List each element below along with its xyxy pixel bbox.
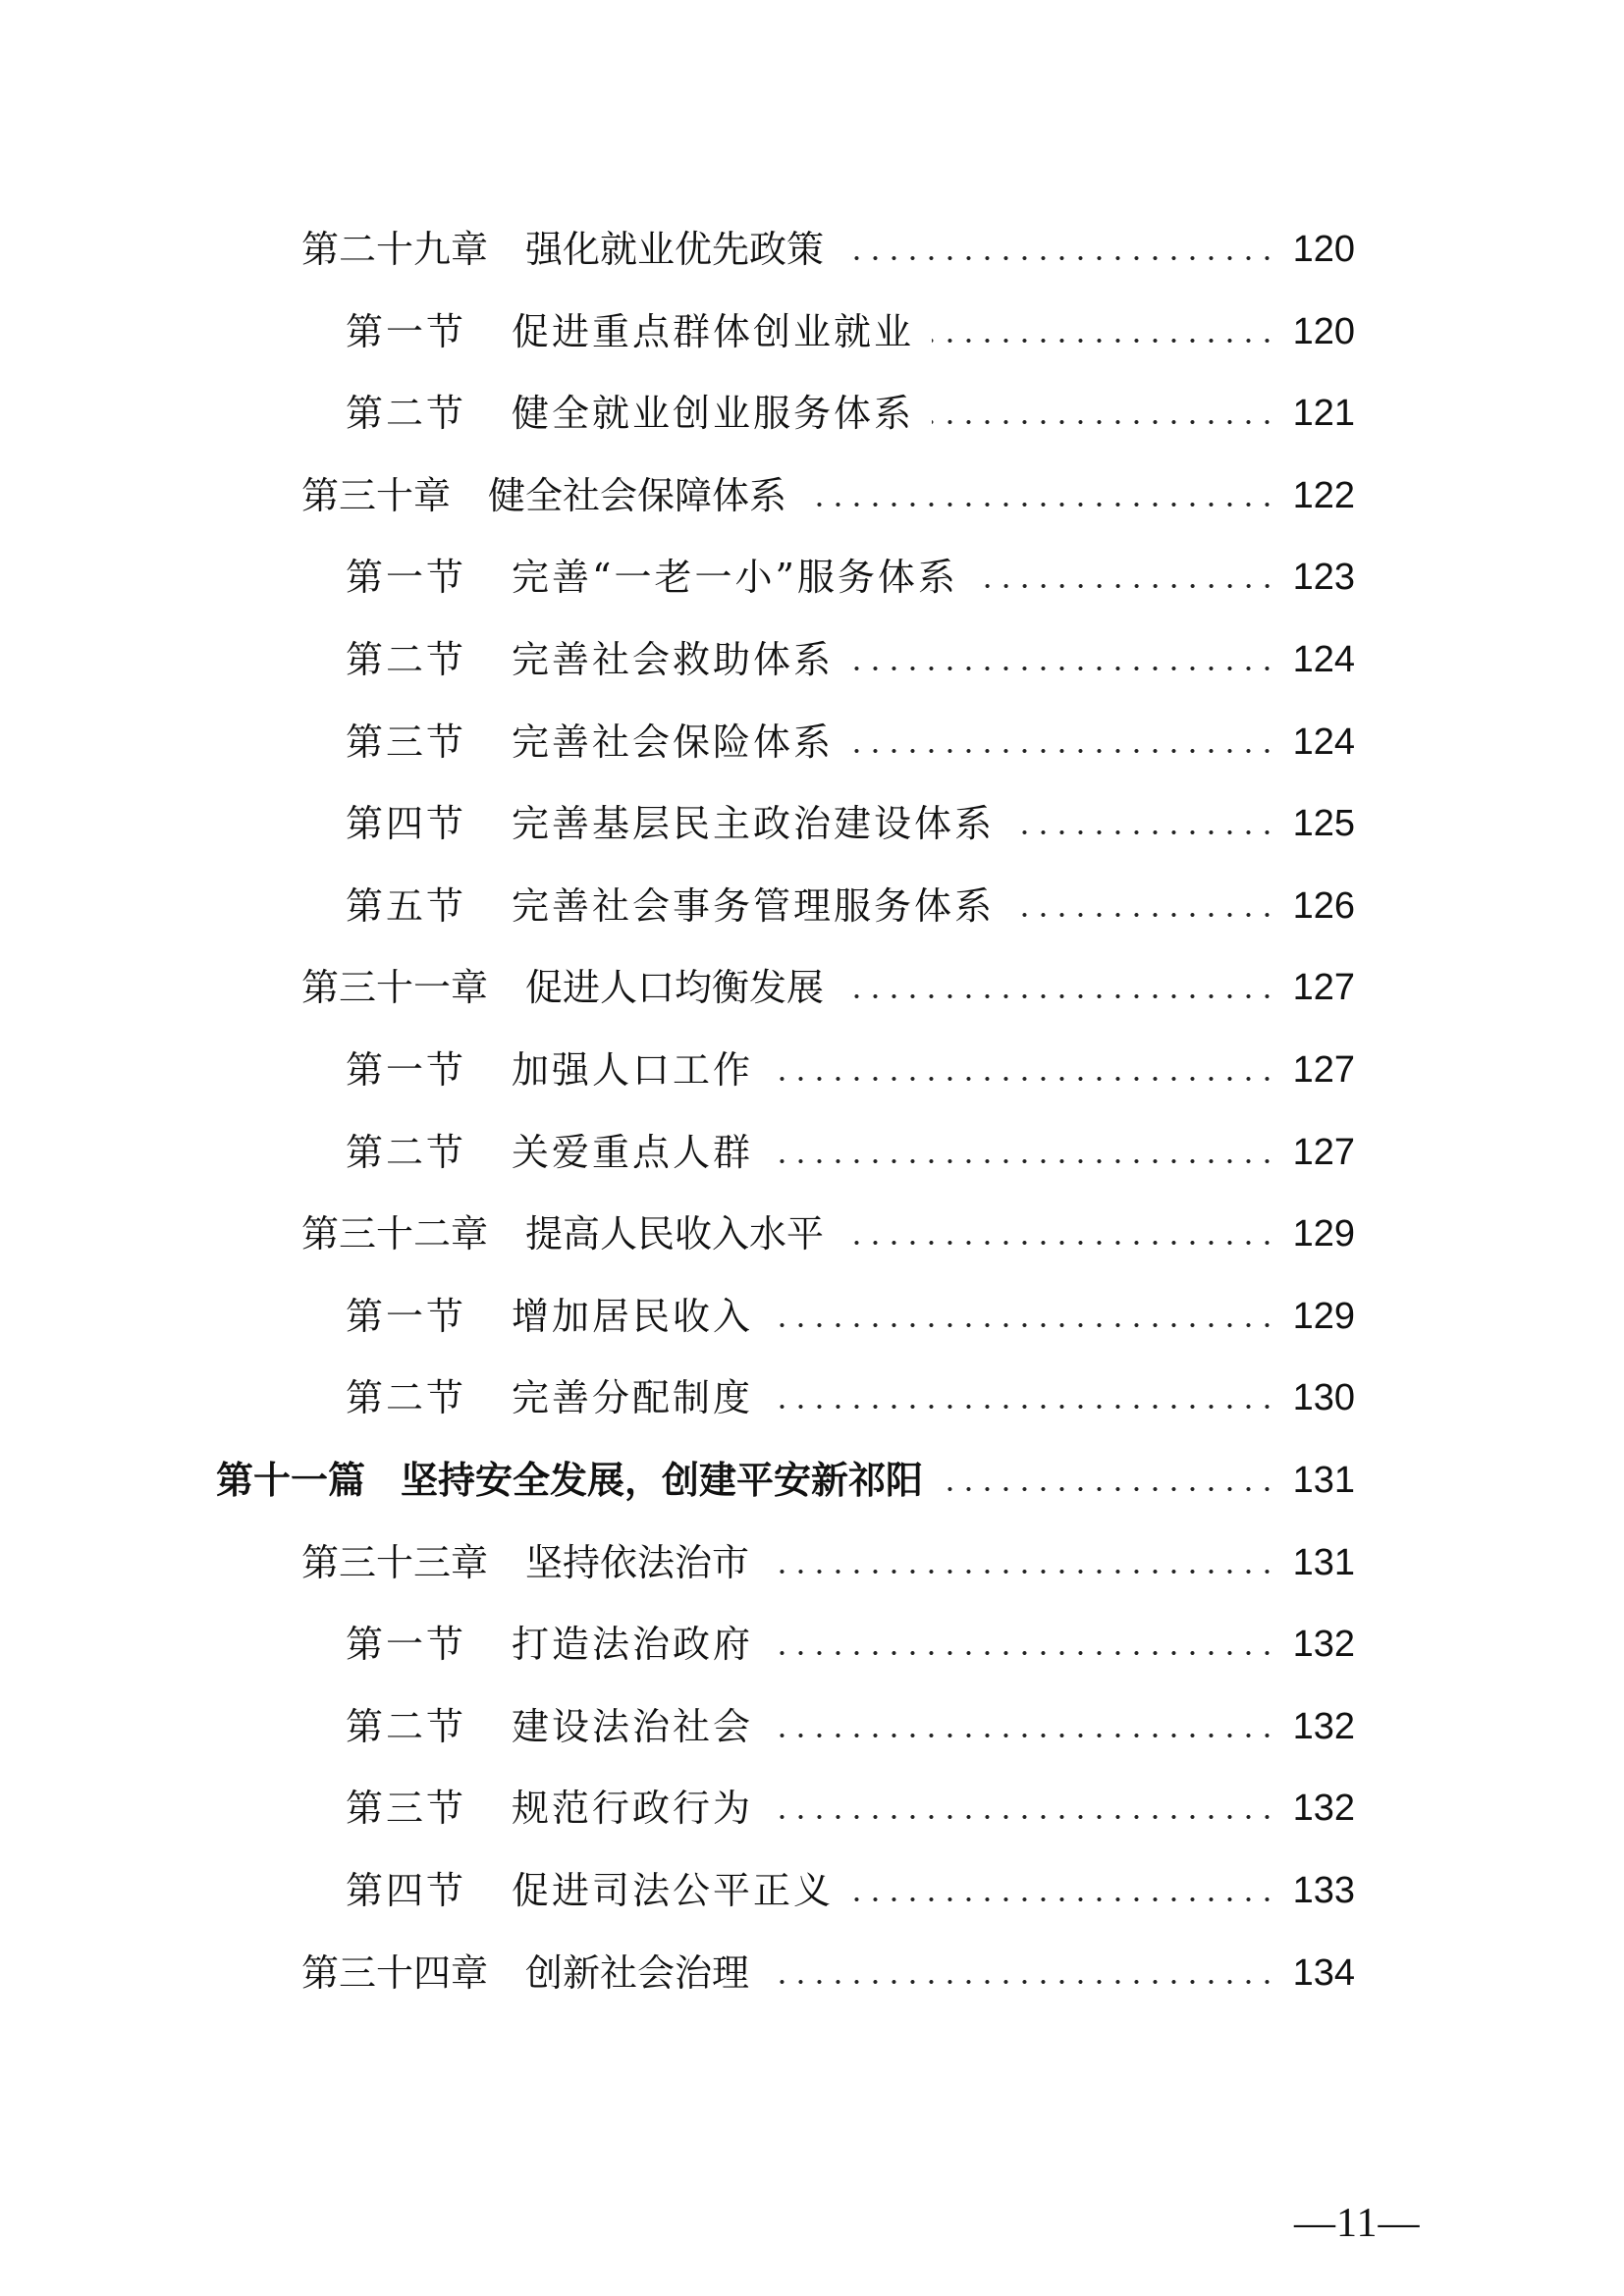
toc-entry-number: 第三十二章 bbox=[301, 1212, 489, 1255]
toc-entry-page: 129 bbox=[1292, 1296, 1355, 1337]
toc-entry-title: 完善社会救助体系 bbox=[512, 638, 835, 681]
dot-leader bbox=[851, 666, 1276, 671]
toc-section-entry[interactable] bbox=[346, 1861, 1355, 1920]
toc-entry-title: 强化就业优先政策 bbox=[525, 228, 825, 271]
toc-entry-title: 健全就业创业服务体系 bbox=[512, 392, 915, 435]
dot-leader bbox=[932, 338, 1276, 344]
dot-leader bbox=[771, 1404, 1276, 1410]
toc-entry-title: 建设法治社会 bbox=[512, 1705, 754, 1748]
toc-entry-title: 促进人口均衡发展 bbox=[525, 966, 825, 1009]
toc-entry-title: 提高人民收入水平 bbox=[525, 1212, 825, 1255]
toc-entry-title: 创新社会治理 bbox=[525, 1951, 750, 1995]
dot-leader bbox=[771, 1733, 1276, 1738]
toc-section-entry[interactable] bbox=[346, 548, 1355, 607]
toc-entry-page: 132 bbox=[1292, 1706, 1355, 1747]
dot-leader bbox=[941, 1486, 1276, 1492]
dot-leader bbox=[771, 1322, 1276, 1328]
toc-entry-page: 131 bbox=[1292, 1542, 1355, 1583]
toc-entry-number: 第三十三章 bbox=[301, 1541, 489, 1584]
toc-entry-page: 127 bbox=[1292, 1132, 1355, 1173]
toc-section-entry[interactable] bbox=[346, 1697, 1355, 1756]
toc-entry-page: 122 bbox=[1292, 475, 1355, 516]
dot-leader bbox=[767, 1569, 1276, 1575]
toc-entry-page: 134 bbox=[1292, 1952, 1355, 1994]
dot-leader bbox=[767, 1979, 1276, 1985]
toc-entry-number: 第二节 bbox=[346, 1131, 467, 1174]
toc-entry-title: 促进重点群体创业就业 bbox=[512, 310, 915, 353]
toc-chapter-entry[interactable] bbox=[301, 1533, 1355, 1592]
toc-entry-title: 健全社会保障体系 bbox=[488, 474, 787, 517]
toc-chapter-entry[interactable] bbox=[301, 1944, 1355, 2002]
toc-section-entry[interactable] bbox=[346, 794, 1355, 853]
dot-leader bbox=[804, 502, 1276, 507]
toc-section-entry[interactable] bbox=[346, 1615, 1355, 1674]
dot-leader bbox=[771, 1076, 1276, 1082]
dot-leader bbox=[841, 993, 1276, 999]
dot-leader bbox=[771, 1814, 1276, 1820]
toc-section-entry[interactable] bbox=[346, 1123, 1355, 1182]
toc-section-entry[interactable] bbox=[346, 384, 1355, 443]
toc-entry-page: 130 bbox=[1292, 1377, 1355, 1418]
toc-entry-number: 第二十九章 bbox=[301, 228, 489, 271]
dot-leader bbox=[1012, 829, 1276, 835]
toc-entry-page: 121 bbox=[1292, 393, 1355, 434]
toc-entry-page: 120 bbox=[1292, 229, 1355, 270]
toc-entry-page: 133 bbox=[1292, 1870, 1355, 1911]
toc-entry-number: 第二节 bbox=[346, 638, 467, 681]
toc-entry-number: 第三节 bbox=[346, 721, 467, 764]
toc-section-entry[interactable] bbox=[346, 630, 1355, 689]
toc-entry-number: 第二节 bbox=[346, 392, 467, 435]
toc-entry-number: 第五节 bbox=[346, 884, 467, 928]
toc-entry-title: 完善社会保险体系 bbox=[512, 721, 835, 764]
dot-leader bbox=[841, 1240, 1276, 1246]
toc-entry-page: 127 bbox=[1292, 1049, 1355, 1091]
toc-entry-page: 132 bbox=[1292, 1788, 1355, 1829]
toc-entry-title: 完善社会事务管理服务体系 bbox=[512, 884, 996, 928]
toc-entry-number: 第四节 bbox=[346, 1869, 467, 1912]
toc-chapter-entry[interactable] bbox=[301, 220, 1355, 279]
toc-entry-number: 第一节 bbox=[346, 1623, 467, 1666]
toc-entry-title: 完善基层民主政治建设体系 bbox=[512, 802, 996, 845]
toc-part-entry[interactable] bbox=[216, 1451, 1355, 1510]
dot-leader bbox=[841, 255, 1276, 261]
dot-leader bbox=[851, 748, 1276, 754]
toc-entry-title: 完善分配制度 bbox=[512, 1376, 754, 1419]
toc-entry-page: 125 bbox=[1292, 803, 1355, 844]
toc-entry-title: 关爱重点人群 bbox=[512, 1131, 754, 1174]
dot-leader bbox=[771, 1158, 1276, 1164]
toc-entry-number: 第一节 bbox=[346, 310, 467, 353]
toc-entry-number: 第二节 bbox=[346, 1376, 467, 1419]
toc-entry-title: 促进司法公平正义 bbox=[512, 1869, 835, 1912]
toc-chapter-entry[interactable] bbox=[301, 1204, 1355, 1263]
toc-entry-title: 打造法治政府 bbox=[512, 1623, 754, 1666]
toc-section-entry[interactable] bbox=[346, 1041, 1355, 1099]
toc-entry-page: 120 bbox=[1292, 311, 1355, 352]
toc-entry-number: 第三十四章 bbox=[301, 1951, 489, 1995]
toc-entry-number: 第一节 bbox=[346, 1295, 467, 1338]
toc-chapter-entry[interactable] bbox=[301, 466, 1355, 525]
toc-section-entry[interactable] bbox=[346, 1779, 1355, 1838]
toc-entry-page: 129 bbox=[1292, 1213, 1355, 1255]
toc-section-entry[interactable] bbox=[346, 713, 1355, 772]
toc-entry-title: 坚持依法治市 bbox=[525, 1541, 750, 1584]
toc-entry-number: 第三十章 bbox=[301, 474, 452, 517]
dot-leader bbox=[932, 419, 1276, 425]
toc-entry-page: 124 bbox=[1292, 639, 1355, 680]
toc-entry-title: 坚持安全发展，创建平安新祁阳 bbox=[401, 1458, 924, 1502]
toc-entry-title: 规范行政行为 bbox=[512, 1787, 754, 1830]
toc-entry-title: 完善“一老一小”服务体系 bbox=[512, 556, 958, 599]
toc-entry-page: 132 bbox=[1292, 1624, 1355, 1665]
toc-section-entry[interactable] bbox=[346, 1287, 1355, 1346]
toc-entry-number: 第三十一章 bbox=[301, 966, 489, 1009]
dot-leader bbox=[771, 1650, 1276, 1656]
toc-entry-title: 增加居民收入 bbox=[512, 1295, 754, 1338]
toc-entry-page: 124 bbox=[1292, 721, 1355, 763]
toc-entry-page: 127 bbox=[1292, 967, 1355, 1008]
toc-entry-page: 131 bbox=[1292, 1460, 1355, 1501]
toc-entry-title: 加强人口工作 bbox=[512, 1048, 754, 1092]
toc-entry-number: 第一节 bbox=[346, 1048, 467, 1092]
toc-entry-number: 第二节 bbox=[346, 1705, 467, 1748]
toc-section-entry[interactable] bbox=[346, 1368, 1355, 1427]
toc-entry-page: 126 bbox=[1292, 885, 1355, 927]
toc-entry-page: 123 bbox=[1292, 557, 1355, 598]
toc-entry-number: 第三节 bbox=[346, 1787, 467, 1830]
dot-leader bbox=[976, 583, 1276, 589]
dot-leader bbox=[1012, 912, 1276, 918]
toc-entry-number: 第一节 bbox=[346, 556, 467, 599]
toc-section-entry[interactable] bbox=[346, 877, 1355, 935]
toc-entry-number: 第四节 bbox=[346, 802, 467, 845]
dot-leader bbox=[851, 1896, 1276, 1902]
toc-chapter-entry[interactable] bbox=[301, 958, 1355, 1017]
toc-entry-number: 第十一篇 bbox=[216, 1458, 366, 1502]
toc-section-entry[interactable] bbox=[346, 302, 1355, 361]
page-number: —11— bbox=[1294, 2201, 1421, 2246]
